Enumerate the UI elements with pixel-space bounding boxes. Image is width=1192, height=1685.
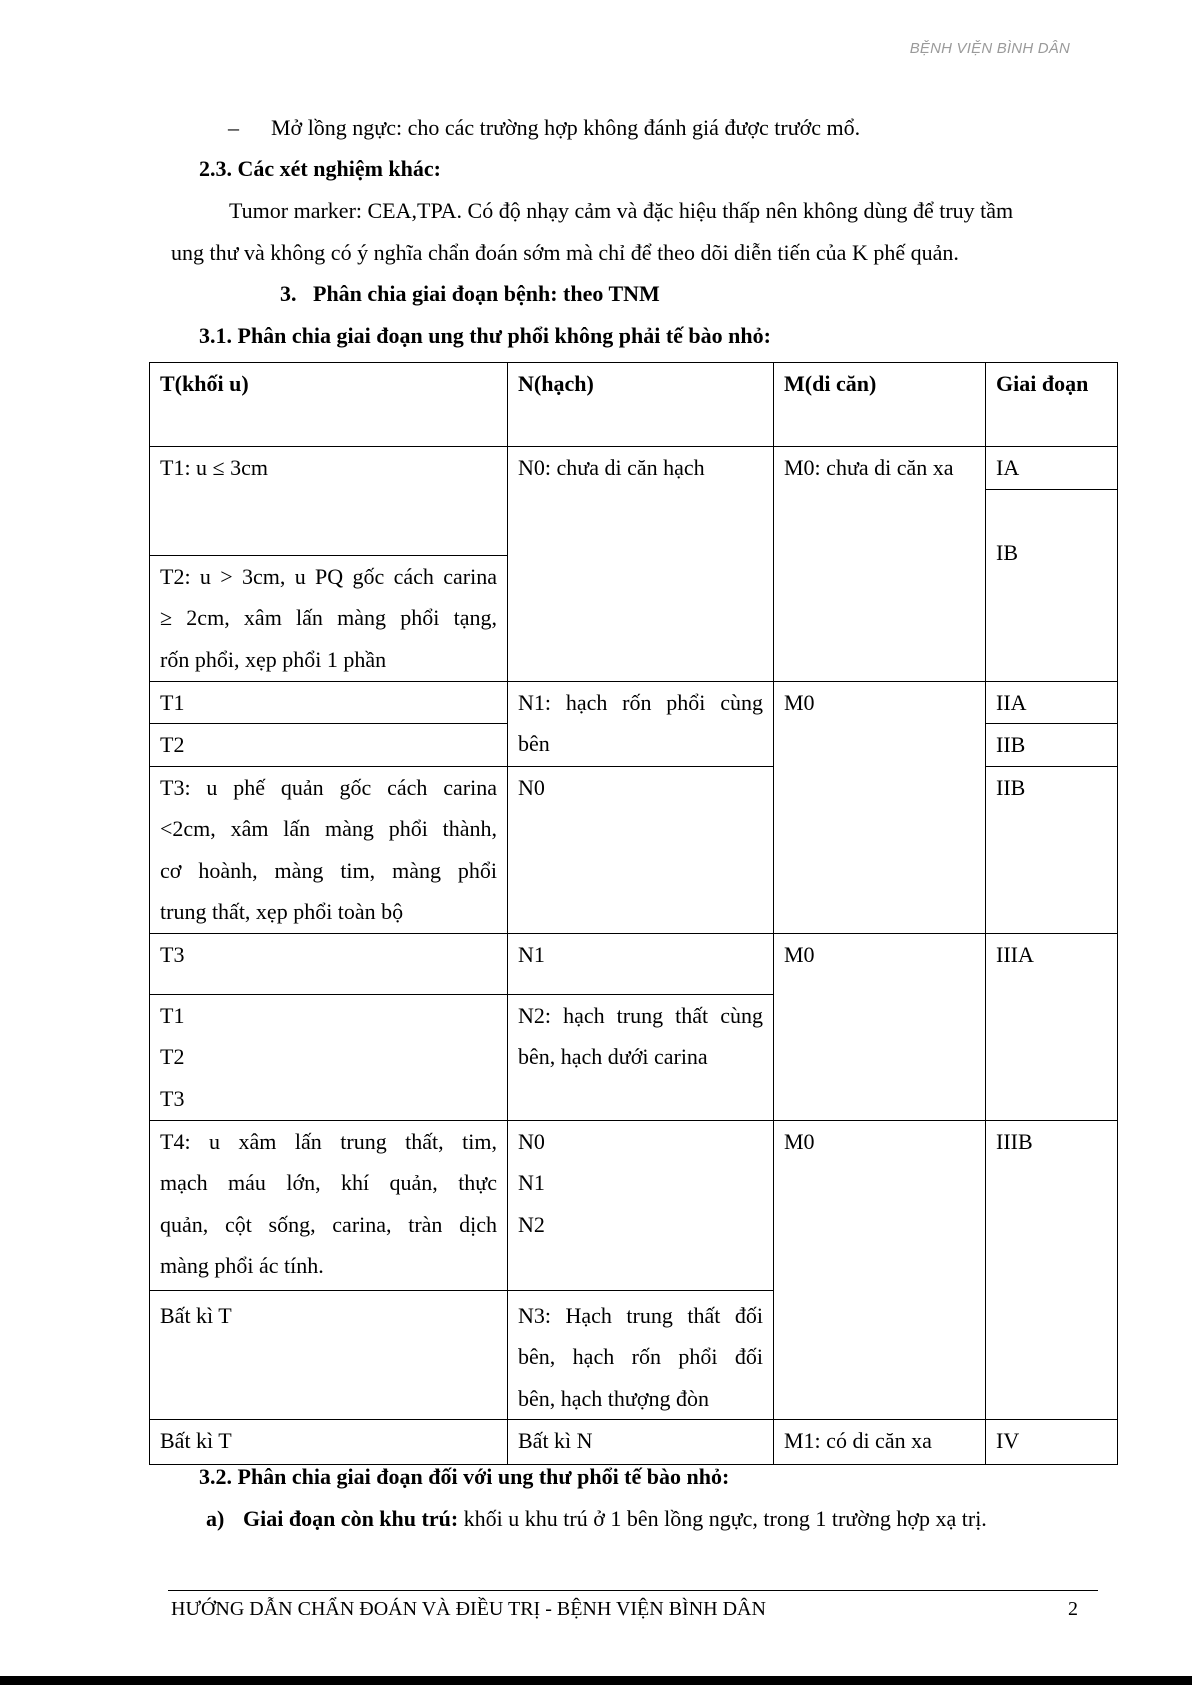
cell-n: N0: chưa di căn hạch [508, 447, 774, 682]
cell-stage: IIA [986, 681, 1118, 724]
cell-t [150, 1120, 508, 1290]
cell-n [508, 1290, 774, 1420]
table-header-row [150, 363, 1118, 447]
cell-t [150, 1290, 508, 1420]
cell-line: N3: Hạch trung thất đối [518, 1302, 763, 1328]
cell-stage: IIIB [986, 1120, 1118, 1420]
table-row [150, 681, 1118, 724]
cell-line: N1: hạch rốn phổi cùng [518, 689, 763, 715]
header-stage: Giai đoạn [986, 363, 1118, 447]
cell-line: N0 [518, 1128, 545, 1154]
cell-line: bên, hạch dưới carina [518, 1044, 708, 1069]
list-item-open-chest: Mở lồng ngực: cho các trường hợp không đánh giá được trước mổ. [271, 115, 861, 140]
section-heading-2-3: 2.3. Các xét nghiệm khác: [199, 156, 441, 181]
cell-t: T1: u ≤ 3cm [150, 447, 508, 556]
table-row [150, 1120, 1118, 1290]
table-row [150, 1420, 1118, 1465]
header-t: T(khối u) [150, 363, 508, 447]
cell-n: N1 [508, 933, 774, 994]
cell-stage: IIB [986, 724, 1118, 767]
cell-t: T1 [150, 681, 508, 724]
cell-t [150, 555, 508, 681]
cell-n [508, 994, 774, 1120]
cell-m: M1: có di căn xa [774, 1420, 986, 1465]
cell-line: T1 [160, 1002, 185, 1028]
table-row [150, 933, 1118, 994]
cell-line: T2 [160, 1044, 185, 1069]
cell-line: bên, hạch thượng đòn [518, 1385, 709, 1411]
page-header-hospital: BỆNH VIỆN BÌNH DÂN [909, 40, 1070, 57]
cell-line: T3 [160, 1085, 185, 1111]
cell-line: T3: u phế quản gốc cách carina [160, 774, 497, 800]
cell-n [508, 1120, 774, 1290]
cell-t: T3 [150, 933, 508, 994]
cell-n: Bất kì N [508, 1420, 774, 1465]
cell-t [150, 766, 508, 933]
cell-line: N2: hạch trung thất cùng [518, 1002, 763, 1028]
cell-line: N2 [518, 1211, 545, 1237]
list-dash: – [228, 115, 239, 140]
cell-line: T4: u xâm lấn trung thất, tim, [160, 1128, 497, 1154]
paragraph-line-2: ung thư và không có ý nghĩa chẩn đoán sớm mà chỉ để theo dõi diễn tiến của K phế quản. [171, 240, 959, 265]
cell-n: N0 [508, 766, 774, 933]
cell-t: T2 [150, 724, 508, 767]
cell-n [508, 681, 774, 766]
cell-stage: IIIA [986, 933, 1118, 1120]
cell-text: Bất kì T [160, 1302, 232, 1328]
cell-line: cơ hoành, màng tim, màng phổi [160, 857, 497, 883]
stage-text: IB [996, 539, 1018, 565]
tnm-staging-table [149, 362, 1118, 1465]
table-row [150, 447, 1118, 490]
cell-line: ≥ 2cm, xâm lấn màng phổi tạng, [160, 605, 497, 630]
cell-t: Bất kì T [150, 1420, 508, 1465]
footer-title: HƯỚNG DẪN CHẨN ĐOÁN VÀ ĐIỀU TRỊ - BỆNH VIỆN BÌNH DÂN [171, 1598, 766, 1620]
cell-line: màng phổi ác tính. [160, 1253, 324, 1278]
cell-line: bên [518, 731, 550, 756]
cell-line: mạch máu lớn, khí quản, thực [160, 1170, 497, 1195]
footer-rule [168, 1590, 1098, 1591]
page-number: 2 [1068, 1598, 1078, 1620]
list-item-a [243, 1505, 987, 1533]
cell-line: N1 [518, 1170, 545, 1195]
cell-m: M0 [774, 1120, 986, 1420]
cell-line: quản, cột sống, carina, tràn dịch [160, 1211, 497, 1237]
cell-stage [986, 489, 1118, 681]
header-n: N(hạch) [508, 363, 774, 447]
cell-m: M0 [774, 933, 986, 1120]
section-heading-3-1: 3.1. Phân chia giai đoạn ung thư phổi không phải tế bào nhỏ: [199, 323, 771, 348]
cell-stage: IV [986, 1420, 1118, 1465]
list-marker-a: a) [206, 1506, 225, 1531]
section-heading-3-2: 3.2. Phân chia giai đoạn đối với ung thư phổi tế bào nhỏ: [199, 1464, 730, 1489]
cell-line: trung thất, xẹp phổi toàn bộ [160, 899, 404, 924]
list-item-a-title: Giai đoạn còn khu trú: [243, 1506, 459, 1531]
cell-line: T2: u > 3cm, u PQ gốc cách carina [160, 563, 497, 589]
cell-t [150, 994, 508, 1120]
cell-line: bên, hạch rốn phổi đối [518, 1344, 763, 1369]
paragraph-line-1: Tumor marker: CEA,TPA. Có độ nhạy cảm và đặc hiệu thấp nên không dùng để truy tầm [229, 198, 1014, 223]
header-m: M(di căn) [774, 363, 986, 447]
cell-stage: IIB [986, 766, 1118, 933]
cell-m: M0: chưa di căn xa [774, 447, 986, 682]
section-heading-3: 3. Phân chia giai đoạn bệnh: theo TNM [280, 281, 660, 306]
bottom-border-bar [0, 1676, 1192, 1685]
list-item-a-text: khối u khu trú ở 1 bên lồng ngực, trong 1 trường hợp xạ trị. [458, 1506, 987, 1531]
cell-stage: IA [986, 447, 1118, 490]
cell-m: M0 [774, 681, 986, 933]
cell-line: rốn phổi, xẹp phổi 1 phần [160, 646, 387, 672]
cell-line: <2cm, xâm lấn màng phổi thành, [160, 816, 497, 841]
